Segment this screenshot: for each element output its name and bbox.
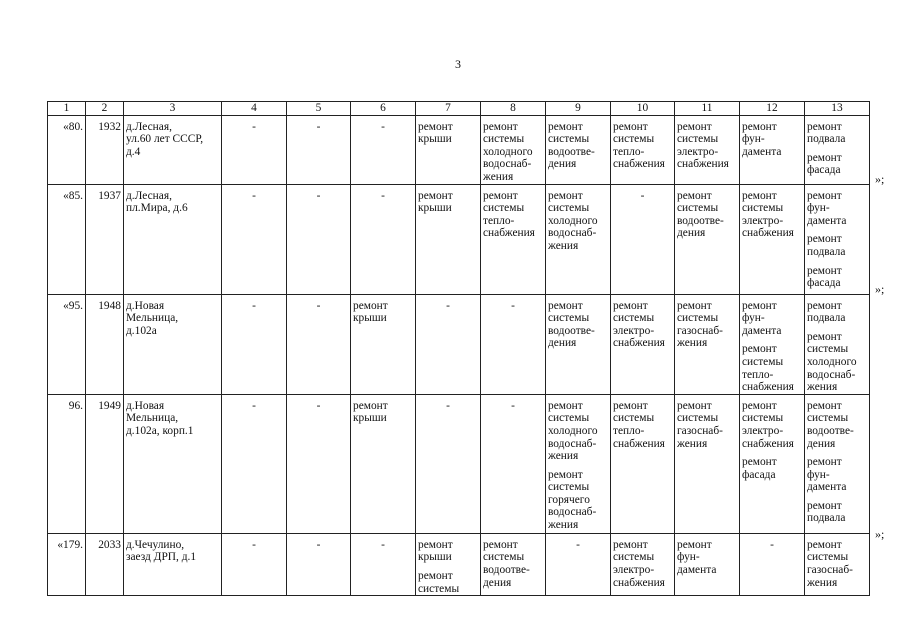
work-item: ремонт фун- дамента — [807, 189, 847, 227]
building-id: 1932 — [98, 120, 121, 133]
work-cell — [611, 394, 675, 533]
address: д.Лесная, пл.Мира, д.6 — [126, 189, 188, 215]
work-item: ремонт подвала — [807, 299, 846, 325]
row-number-cell — [48, 533, 86, 595]
work-cell — [611, 115, 675, 184]
row-end-mark: »; — [875, 282, 885, 296]
work-cell — [740, 115, 805, 184]
address-cell — [124, 184, 222, 294]
work-item: ремонт системы — [418, 569, 460, 595]
page-number: 3 — [455, 57, 461, 71]
column-header: 6 — [351, 102, 416, 116]
work-item: ремонт фун- дамента — [677, 538, 717, 576]
cell-value: - — [316, 538, 321, 551]
cell-value: - — [381, 120, 385, 133]
column-header: 12 — [740, 102, 805, 116]
work-cell — [740, 294, 805, 394]
address: д.Новая Мельница, д.102а, корп.1 — [126, 399, 194, 437]
cell-value: ремонт крыши — [353, 299, 388, 325]
work-item: - — [576, 538, 580, 551]
building-id: 1948 — [98, 299, 121, 312]
row-number: «85. — [63, 189, 83, 202]
address: д.Лесная, ул.60 лет СССР, д.4 — [126, 120, 204, 158]
work-item: ремонт подвала — [807, 499, 846, 525]
work-cell — [805, 533, 870, 595]
work-cell — [805, 115, 870, 184]
cell-value-cell — [351, 115, 416, 184]
work-item: ремонт фун- дамента — [742, 120, 782, 158]
work-cell — [416, 115, 481, 184]
work-item: - — [446, 399, 450, 412]
work-item: ремонт системы горячего водоснаб- жения — [548, 468, 597, 532]
cell-value: - — [316, 189, 321, 202]
work-cell — [546, 394, 611, 533]
cell-value-cell — [351, 294, 416, 394]
work-cell — [805, 394, 870, 533]
work-item: ремонт фасада — [807, 264, 842, 290]
work-cell — [675, 115, 740, 184]
work-cell — [481, 533, 546, 595]
work-cell — [481, 184, 546, 294]
column-header: 3 — [124, 102, 222, 116]
row-number: 96. — [68, 399, 83, 412]
work-item: ремонт системы холодного водоснаб- жения — [807, 330, 857, 394]
work-item: ремонт фасада — [742, 456, 777, 481]
work-cell — [416, 294, 481, 394]
cell-value-cell — [351, 184, 416, 294]
row-number: «95. — [63, 299, 83, 312]
work-cell — [416, 533, 481, 595]
address-cell — [124, 294, 222, 394]
work-cell — [740, 533, 805, 595]
table-row — [48, 533, 870, 595]
work-item: ремонт системы водоотве- дения — [677, 189, 724, 240]
cell-value-cell — [222, 115, 287, 184]
table-row — [48, 294, 870, 394]
column-header: 5 — [287, 102, 351, 116]
work-cell — [481, 394, 546, 533]
work-item: ремонт системы тепло- снабжения — [742, 343, 794, 394]
cell-value-cell — [287, 533, 351, 595]
cell-value: - — [381, 538, 385, 551]
building-id-cell — [86, 115, 124, 184]
work-item: ремонт крыши — [418, 538, 453, 564]
work-cell — [611, 533, 675, 595]
cell-value-cell — [222, 394, 287, 533]
cell-value-cell — [351, 533, 416, 595]
work-item: ремонт системы электро- снабжения — [677, 120, 729, 171]
work-item: - — [446, 299, 450, 312]
address: д.Новая Мельница, д.102а — [126, 299, 179, 337]
work-item: ремонт крыши — [418, 120, 453, 146]
row-number-cell — [48, 115, 86, 184]
building-id-cell — [86, 294, 124, 394]
work-item: ремонт подвала — [807, 233, 846, 258]
work-item: ремонт системы водоотве- дения — [483, 538, 530, 589]
work-item: ремонт системы газоснаб- жения — [677, 399, 723, 450]
table-row — [48, 394, 870, 533]
row-number: «80. — [63, 120, 83, 133]
work-cell — [546, 184, 611, 294]
work-item: ремонт системы холодного водоснаб- жения — [548, 189, 598, 252]
work-cell — [546, 533, 611, 595]
cell-value: - — [252, 120, 256, 133]
work-cell — [481, 294, 546, 394]
work-item: ремонт системы водоотве- дения — [807, 399, 854, 450]
work-item: ремонт подвала — [807, 120, 846, 146]
work-item: ремонт фун- дамента — [742, 299, 782, 337]
row-number-cell — [48, 294, 86, 394]
work-item: ремонт системы тепло- снабжения — [613, 399, 665, 450]
row-end-mark: »; — [875, 172, 885, 186]
building-id-cell — [86, 394, 124, 533]
work-cell — [481, 115, 546, 184]
table-row — [48, 115, 870, 184]
work-item: - — [511, 299, 515, 312]
work-item: ремонт системы электро- снабжения — [613, 538, 665, 589]
column-header: 8 — [481, 102, 546, 116]
column-header: 1 — [48, 102, 86, 116]
cell-value-cell — [222, 533, 287, 595]
cell-value-cell — [287, 294, 351, 394]
work-item: ремонт фасада — [807, 151, 842, 177]
column-header: 4 — [222, 102, 287, 116]
cell-value: - — [316, 299, 321, 312]
work-cell — [740, 184, 805, 294]
work-cell — [611, 294, 675, 394]
repair-schedule-table — [47, 101, 870, 596]
address: д.Чечулино, заезд ДРП, д.1 — [126, 538, 197, 564]
work-item: - — [770, 538, 774, 551]
work-cell — [416, 184, 481, 294]
column-header: 11 — [675, 102, 740, 116]
cell-value-cell — [287, 115, 351, 184]
column-header: 10 — [611, 102, 675, 116]
work-cell — [611, 184, 675, 294]
work-item: - — [511, 399, 515, 412]
column-header: 2 — [86, 102, 124, 116]
cell-value: - — [381, 189, 385, 202]
work-cell — [546, 115, 611, 184]
cell-value: ремонт крыши — [353, 399, 388, 425]
cell-value-cell — [222, 184, 287, 294]
cell-value: - — [252, 189, 256, 202]
row-number-cell — [48, 184, 86, 294]
work-cell — [416, 394, 481, 533]
table-row — [48, 184, 870, 294]
work-item: ремонт системы электро- снабжения — [613, 299, 665, 350]
address-cell — [124, 394, 222, 533]
work-cell — [675, 394, 740, 533]
work-item: ремонт системы электро- снабжения — [742, 399, 794, 450]
building-id: 1949 — [98, 399, 121, 412]
work-item: ремонт крыши — [418, 189, 453, 215]
address-cell — [124, 115, 222, 184]
cell-value: - — [252, 399, 256, 412]
work-item: ремонт системы холодного водоснаб- жения — [548, 399, 598, 463]
cell-value-cell — [222, 294, 287, 394]
work-cell — [675, 533, 740, 595]
building-id: 1937 — [98, 189, 121, 202]
cell-value: - — [316, 120, 321, 133]
row-number-cell — [48, 394, 86, 533]
building-id-cell — [86, 184, 124, 294]
row-end-mark: »; — [875, 527, 885, 541]
building-id: 2033 — [98, 538, 121, 551]
column-header: 13 — [805, 102, 870, 116]
header-row — [48, 102, 870, 116]
work-item: ремонт системы холодного водоснаб- жения — [483, 120, 533, 183]
work-cell — [675, 184, 740, 294]
work-item: ремонт системы тепло- снабжения — [483, 189, 535, 240]
work-cell — [675, 294, 740, 394]
column-header: 9 — [546, 102, 611, 116]
work-cell — [546, 294, 611, 394]
work-item: ремонт системы газоснаб- жения — [807, 538, 853, 589]
address-cell — [124, 533, 222, 595]
column-header: 7 — [416, 102, 481, 116]
cell-value: - — [252, 299, 256, 312]
cell-value-cell — [351, 394, 416, 533]
work-item: ремонт системы водоотве- дения — [548, 299, 595, 350]
work-item: ремонт системы водоотве- дения — [548, 120, 595, 171]
work-item: ремонт системы тепло- снабжения — [613, 120, 665, 171]
row-number: «179. — [57, 538, 83, 551]
cell-value-cell — [287, 394, 351, 533]
work-cell — [740, 394, 805, 533]
cell-value: - — [316, 399, 321, 412]
work-cell — [805, 294, 870, 394]
work-cell — [805, 184, 870, 294]
work-item: - — [640, 189, 645, 202]
cell-value-cell — [287, 184, 351, 294]
work-item: ремонт фун- дамента — [807, 456, 847, 494]
work-item: ремонт системы электро- снабжения — [742, 189, 794, 240]
cell-value: - — [252, 538, 256, 551]
building-id-cell — [86, 533, 124, 595]
work-item: ремонт системы газоснаб- жения — [677, 299, 723, 350]
